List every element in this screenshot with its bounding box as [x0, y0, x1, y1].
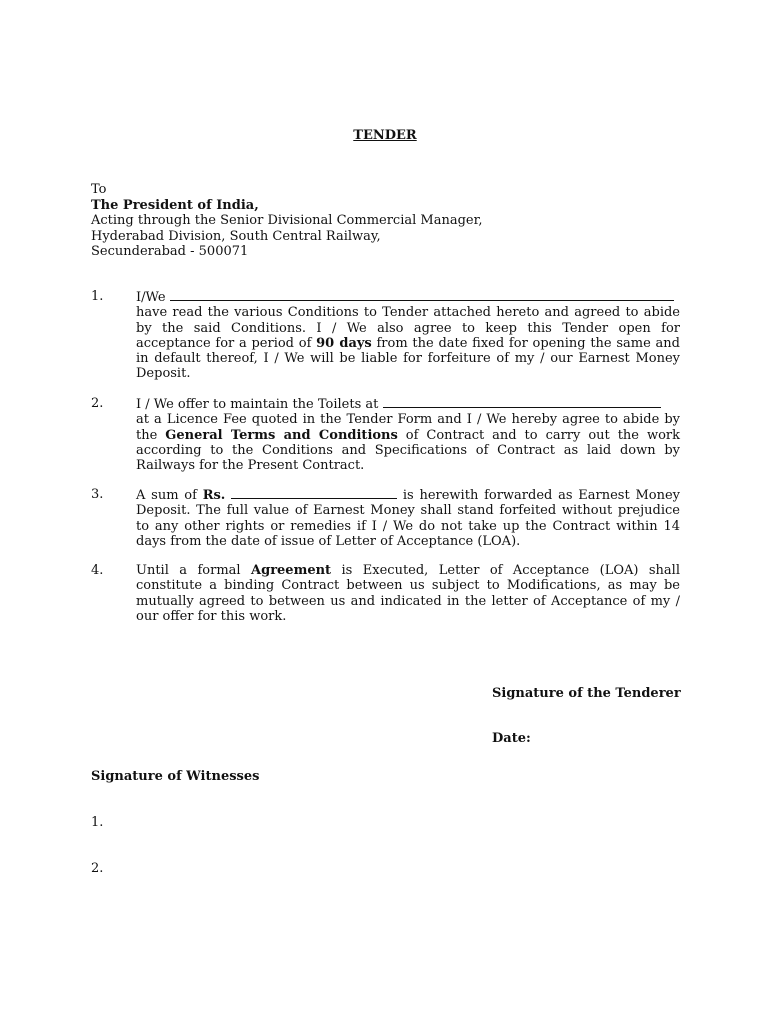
clause-text: is herewith forwarded as Earnest Money	[402, 488, 681, 503]
clause-text: at a Licence Fee quoted in the Tender Form and I / We hereby agree to abide by	[136, 412, 680, 428]
clause-text: acceptance for a period of	[136, 335, 312, 351]
clause-text: have read the various Conditions to Tender attached hereto and agreed to abide	[136, 305, 680, 321]
clause-text: our offer for this work.	[136, 608, 287, 624]
clause-2	[91, 396, 680, 473]
clause-text: in default thereof, I / We will be liable for forfeiture of my / our Earnest Money	[136, 351, 680, 367]
currency-label: Rs.	[202, 488, 226, 503]
clause-text: Until a formal	[136, 563, 241, 578]
clause-text: of Contract and to carry out the work	[405, 427, 680, 443]
clause-number: 2.	[91, 396, 104, 411]
addressee: The President of India,	[91, 197, 259, 213]
witness-1-number: 1.	[91, 815, 104, 830]
clause-1	[91, 289, 680, 382]
name-blank-field[interactable]	[170, 289, 674, 301]
clause-number: 3.	[91, 487, 104, 502]
tenderer-signature-label: Signature of the Tenderer	[492, 686, 681, 701]
clause-text: Deposit. The full value of Earnest Money shall stand forfeited without prejudice	[136, 503, 680, 519]
terms-reference: General Terms and Conditions	[165, 427, 398, 443]
clause-3	[91, 487, 680, 549]
clause-text: constitute a binding Contract between us subject to Modifications, as may be	[136, 578, 680, 594]
clause-text: according to the Conditions and Specifications of Contract as laid down by	[136, 442, 680, 458]
clause-4	[91, 563, 680, 624]
address-line: Hyderabad Division, South Central Railway,	[91, 228, 381, 244]
clause-text: I/We	[136, 290, 166, 305]
clause-text: I / We offer to maintain the Toilets at	[136, 397, 379, 412]
clause-number: 4.	[91, 563, 104, 578]
clause-text: the	[136, 427, 158, 443]
clause-text: Railways for the Present Contract.	[136, 458, 365, 474]
address-block	[91, 182, 483, 260]
clause-text: days from the date of issue of Letter of Acceptance (LOA).	[136, 533, 521, 549]
clause-number: 1.	[91, 289, 104, 304]
clause-text: A sum of	[136, 488, 197, 503]
clause-text: Deposit.	[136, 366, 191, 382]
agreement-term: Agreement	[251, 563, 332, 578]
clause-text: by the said Conditions. I / We also agree to keep this Tender open for	[136, 320, 680, 336]
address-line: Secunderabad - 500071	[91, 244, 249, 259]
address-line: Acting through the Senior Divisional Commercial Manager,	[91, 213, 483, 228]
amount-blank-field[interactable]	[231, 487, 397, 499]
document-title: TENDER	[353, 128, 417, 143]
witness-2-number: 2.	[91, 861, 104, 876]
clause-text: from the date fixed for opening the same and	[376, 335, 680, 351]
location-blank-field[interactable]	[383, 396, 661, 408]
date-label: Date:	[492, 731, 531, 746]
clause-text: mutually agreed to between us and indicated in the letter of Acceptance of my /	[136, 593, 680, 609]
address-to: To	[91, 182, 107, 197]
witnesses-signature-label: Signature of Witnesses	[91, 769, 260, 784]
clause-text: is Executed, Letter of Acceptance (LOA) shall	[341, 563, 680, 578]
clause-text: to any other rights or remedies if I / We do not take up the Contract within 14	[136, 518, 680, 534]
validity-period: 90 days	[316, 335, 372, 351]
